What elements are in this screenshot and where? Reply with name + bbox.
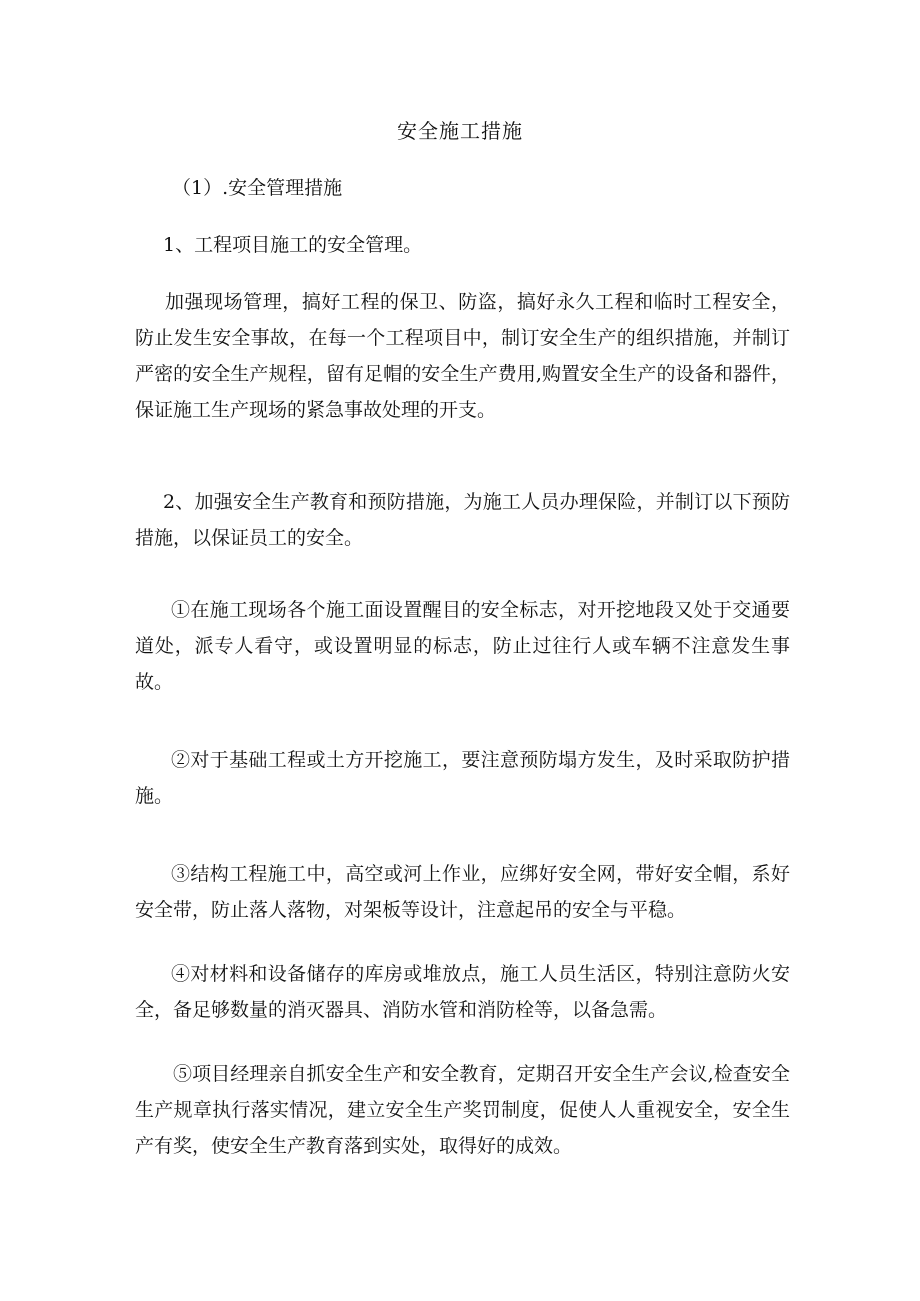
measure-1: ①在施工现场各个施工面设置醒目的安全标志，对开挖地段又处于交通要道处，派专人看守，或设置明显的标志，防止过往行人或车辆不注意发生事故。 [135,599,790,693]
measure-4: ④对材料和设备储存的库房或堆放点，施工人员生活区，特别注意防火安全，备足够数量的消灭器具、消防水管和消防栓等，以备急需。 [135,963,790,1021]
document-title: 安全施工措施 [397,119,523,143]
item1-paragraph: 加强现场管理，搞好工程的保卫、防盗，搞好永久工程和临时工程安全，防止发生安全事故，在每一个工程项目中，制订安全生产的组织措施，并制订严密的安全生产规程，留有足帽的安全生产费用,购置安全生产的设备和器件，保证施工生产现场的紧急事故处理的开支。 [135,291,790,421]
measure-3: ③结构工程施工中，高空或河上作业，应绑好安全网，带好安全帽，系好安全带，防止落人落物，对架板等设计，注意起吊的安全与平稳。 [135,863,790,921]
measure-2: ②对于基础工程或土方开挖施工，要注意预防塌方发生，及时采取防护措施。 [135,749,790,807]
item2-paragraph: 2、加强安全生产教育和预防措施，为施工人员办理保险，并制订以下预防措施，以保证员工的安全。 [135,491,790,549]
measure-5: ⑤项目经理亲自抓安全生产和安全教育，定期召开安全生产会议,检查安全生产规章执行落实情况，建立安全生产奖罚制度，促使人人重视安全，安全生产有奖，使安全生产教育落到实处，取得好的成效。 [135,1063,790,1157]
section-heading: （1）.安全管理措施 [172,177,343,199]
item1-heading: 1、工程项目施工的安全管理。 [163,234,423,256]
